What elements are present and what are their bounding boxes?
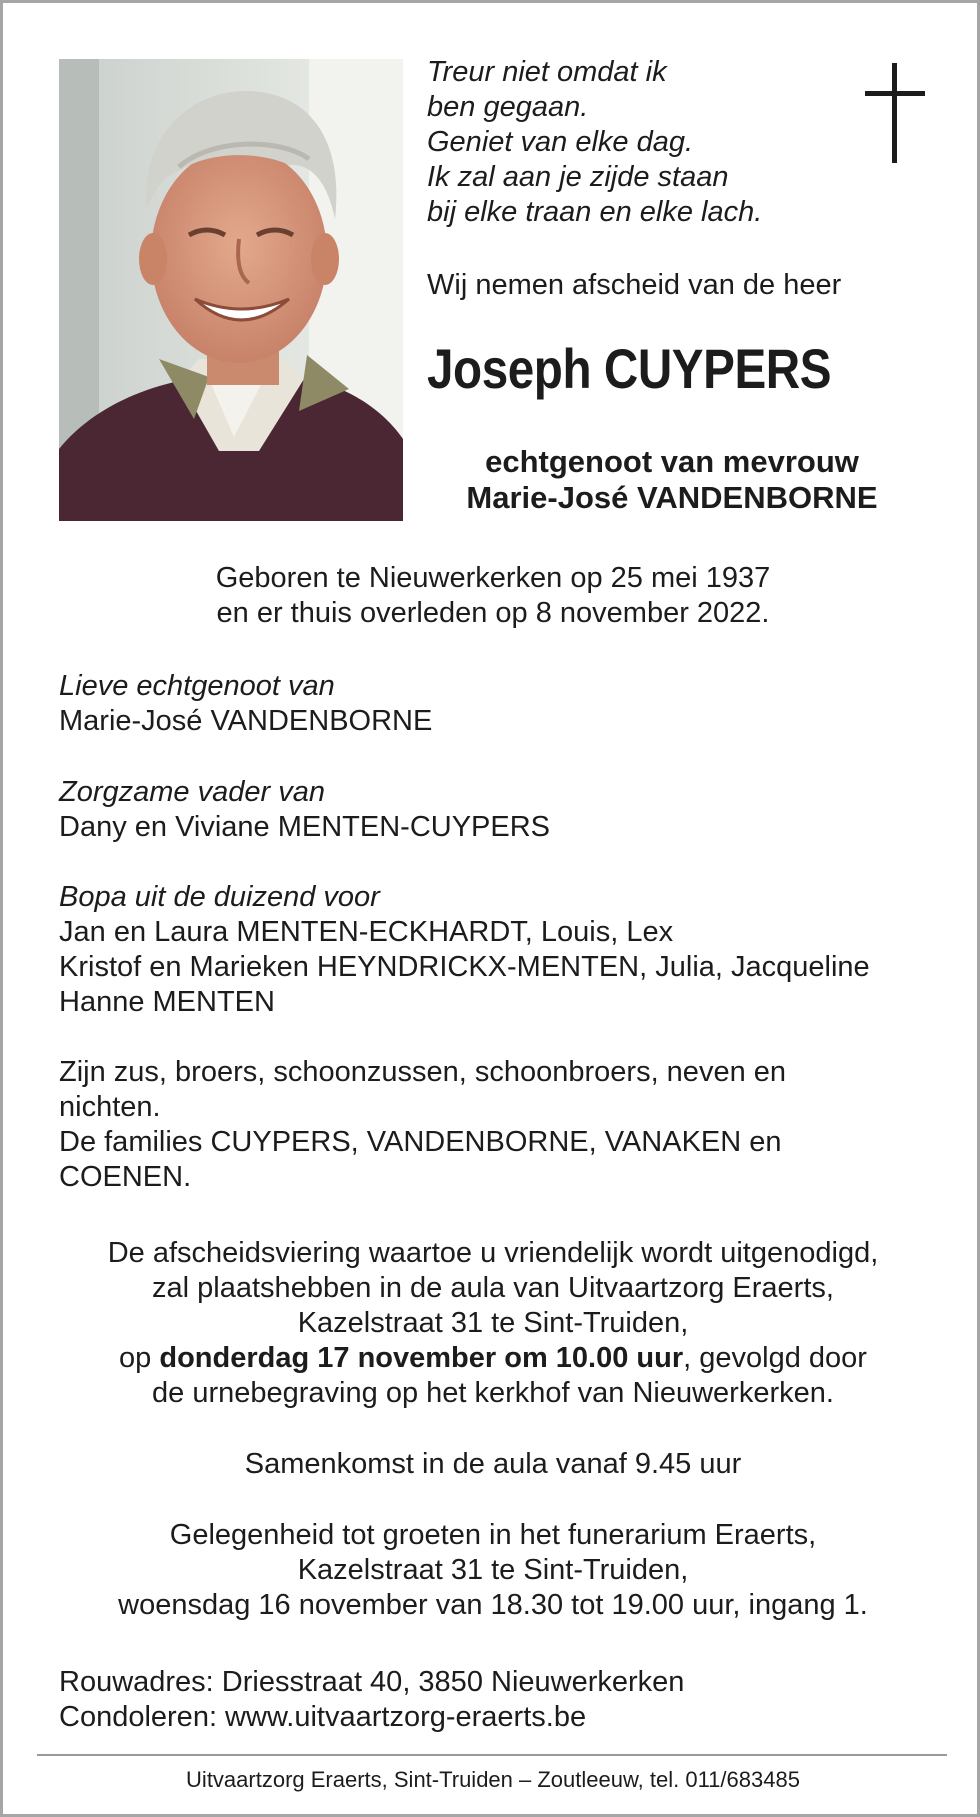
footer-text: Uitvaartzorg Eraerts, Sint-Truiden – Zoutleeuw, tel. 011/683485 (186, 1767, 800, 1792)
poem-line: Geniet van elke dag. (427, 126, 694, 158)
poem-line: Treur niet omdat ik (427, 56, 667, 88)
footer-divider (37, 1754, 947, 1756)
visitation-info (59, 1518, 927, 1623)
gathering-info: Samenkomst in de aula vanaf 9.45 uur (244, 1448, 742, 1480)
spouse-section (59, 669, 927, 739)
cross-icon (865, 63, 925, 163)
ceremony-prefix: op (119, 1342, 160, 1374)
birth-death-info (59, 561, 927, 631)
footer-funeral-home (59, 1765, 927, 1795)
ceremony-line: De afscheidsviering waartoe u vriendelijk wordt uitgenodigd, (107, 1237, 879, 1269)
mourning-address: Rouwadres: Driesstraat 40, 3850 Nieuwerkerken (59, 1666, 685, 1698)
visitation-line: woensdag 16 november van 18.30 tot 19.00 uur, ingang 1. (118, 1589, 868, 1621)
section-names: Marie-José VANDENBORNE (59, 705, 433, 737)
spouse-line: echtgenoot van mevrouw (485, 444, 859, 479)
contact-info (59, 1665, 927, 1735)
ceremony-line: Kazelstraat 31 te Sint-Truiden, (297, 1307, 689, 1339)
birth-line: Geboren te Nieuwerkerken op 25 mei 1937 (215, 562, 771, 594)
ceremony-line: de urnebegraving op het kerkhof van Nieuwerkerken. (152, 1377, 834, 1409)
section-heading: Bopa uit de duizend voor (59, 881, 380, 913)
poem-line: ben gegaan. (427, 91, 589, 123)
relatives-line: Zijn zus, broers, schoonzussen, schoonbroers, neven en (59, 1056, 787, 1088)
section-heading: Zorgzame vader van (59, 776, 325, 808)
portrait-photo (59, 59, 403, 521)
spouse-name: Marie-José VANDENBORNE (466, 480, 878, 515)
section-heading: Lieve echtgenoot van (59, 670, 335, 702)
grandchild-line: Kristof en Marieken HEYNDRICKX-MENTEN, Julia, Jacqueline (59, 951, 870, 983)
ceremony-suffix: , gevolgd door (683, 1342, 867, 1374)
deceased-name: Joseph CUYPERS (427, 337, 832, 400)
grandchild-line: Hanne MENTEN (59, 986, 275, 1018)
poem (427, 55, 827, 230)
children-section (59, 775, 927, 845)
section-names: Dany en Viviane MENTEN-CUYPERS (59, 811, 551, 843)
ceremony-info (59, 1236, 927, 1411)
death-line: en er thuis overleden op 8 november 2022. (216, 597, 770, 629)
ceremony-datetime-line (59, 1341, 927, 1376)
relatives-line: COENEN. (59, 1161, 192, 1193)
relatives-section (59, 1055, 927, 1195)
relatives-line: De families CUYPERS, VANDENBORNE, VANAKEN en (59, 1126, 782, 1158)
visitation-line: Kazelstraat 31 te Sint-Truiden, (297, 1554, 689, 1586)
ceremony-datetime: donderdag 17 november om 10.00 uur (159, 1342, 684, 1374)
condolence-link[interactable]: Condoleren: www.uitvaartzorg-eraerts.be (59, 1701, 587, 1733)
grandchildren-section (59, 880, 927, 1020)
poem-line: bij elke traan en elke lach. (427, 196, 763, 228)
ceremony-line: zal plaatshebben in de aula van Uitvaartzorg Eraerts, (152, 1272, 834, 1304)
spouse-heading (423, 444, 921, 516)
portrait-illustration (59, 59, 403, 521)
grandchild-line: Jan en Laura MENTEN-ECKHARDT, Louis, Lex (59, 916, 674, 948)
visitation-line: Gelegenheid tot groeten in het funerarium Eraerts, (169, 1519, 817, 1551)
poem-line: Ik zal aan je zijde staan (427, 161, 729, 193)
intro-text: Wij nemen afscheid van de heer (427, 269, 842, 301)
relatives-line: nichten. (59, 1091, 161, 1123)
